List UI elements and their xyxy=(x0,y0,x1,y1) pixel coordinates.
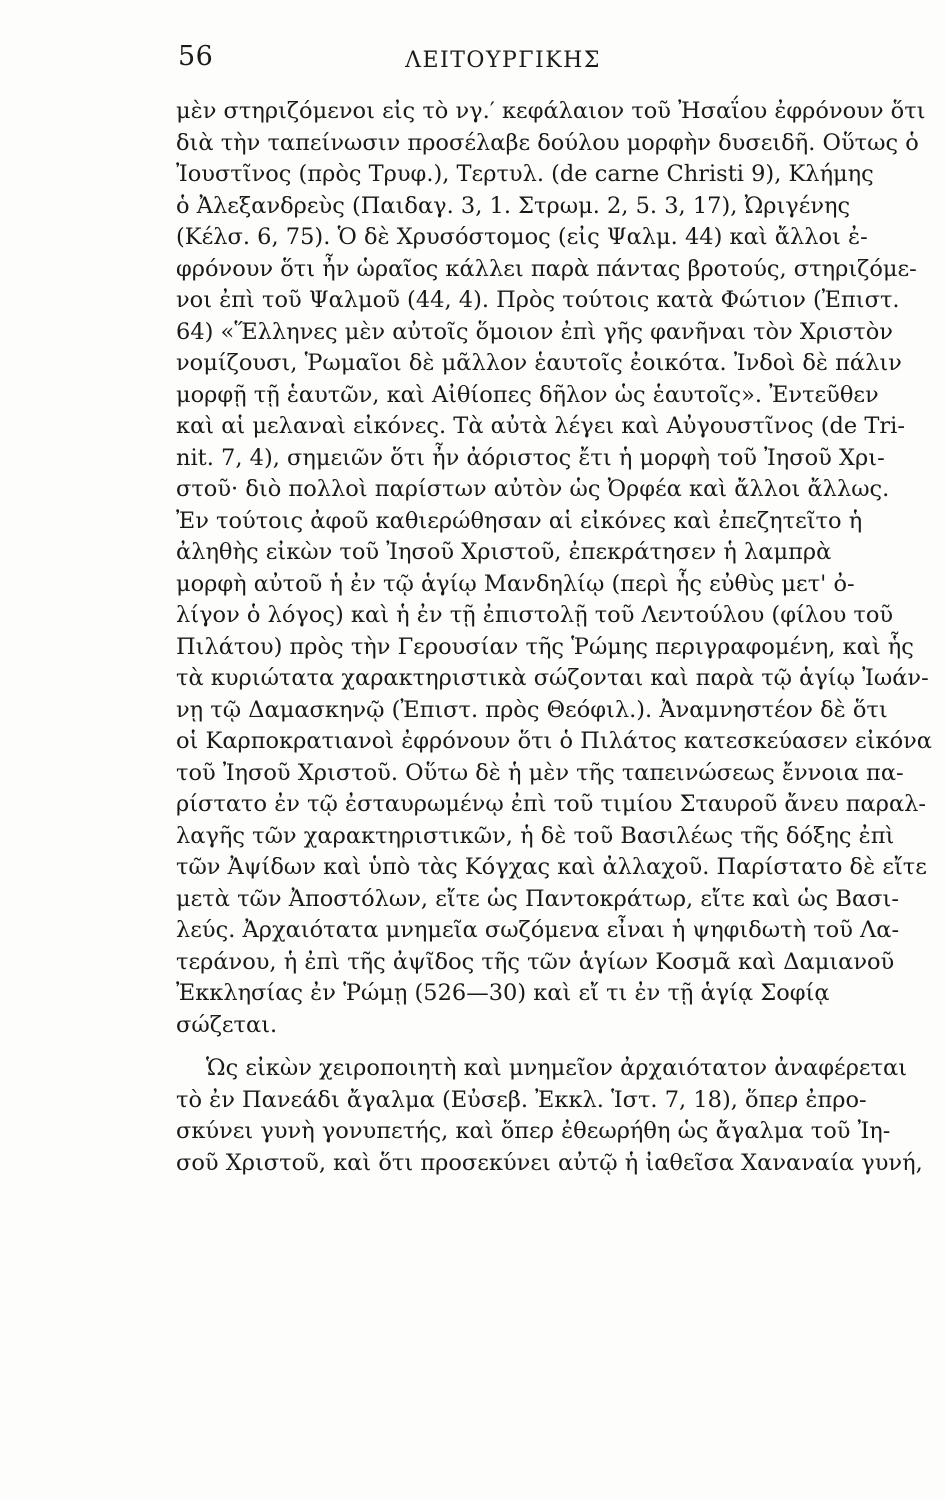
text-line: τοῦ Ἰησοῦ Χριστοῦ. Οὕτω δὲ ἡ μὲν τῆς ταπεινώσεως ἔννοια πα- xyxy=(176,759,904,786)
page-header xyxy=(178,40,828,80)
text-line: μορφῇ τῇ ἑαυτῶν, καὶ Αἰθίοπες δῆλον ὡς ἑαυτοῖς». Ἐντεῦθεν xyxy=(176,381,879,408)
text-line: λεύς. Ἀρχαιότατα μνημεῖα σωζόμενα εἶναι ἡ ψηφιδωτὴ τοῦ Λα- xyxy=(176,917,900,943)
text-line: νῃ τῷ Δαμασκηνῷ (Ἐπιστ. πρὸς Θεόφιλ.). Ἀναμνηστέον δὲ ὅτι xyxy=(176,696,888,723)
text-line: Ἐν τούτοις ἀφοῦ καθιερώθησαν αἱ εἰκόνες καὶ ἐπεζητεῖτο ἡ xyxy=(176,507,863,534)
text-line: τεράνου, ἡ ἐπὶ τῆς ἀψῖδος τῆς τῶν ἁγίων Κοσμᾶ καὶ Δαμιανοῦ xyxy=(176,948,895,975)
text-line: λίγον ὁ λόγος) καὶ ἡ ἐν τῇ ἐπιστολῇ τοῦ Λεντούλου (φίλου τοῦ xyxy=(176,602,894,628)
text-line: Ὡς εἰκὼν χειροποιητὴ καὶ μνημεῖον ἀρχαιότατον ἀναφέρεται xyxy=(206,1055,908,1081)
text-line: nit. 7, 4), σημειῶν ὅτι ἦν ἀόριστος ἔτι ἡ μορφὴ τοῦ Ἰησοῦ Χρι- xyxy=(176,444,885,471)
text-line: τὰ κυριώτατα χαρακτηριστικὰ σώζονται καὶ παρὰ τῷ ἁγίῳ Ἰωάν- xyxy=(176,665,929,691)
running-title: ΛΕΙΤΟΥΡΓΙΚΗΣ xyxy=(405,48,601,73)
text-line: Πιλάτου) πρὸς τὴν Γερουσίαν τῆς Ῥώμης περιγραφομένη, καὶ ἧς xyxy=(176,633,914,660)
text-line: 64) «Ἕλληνες μὲν αὐτοῖς ὅμοιον ἐπὶ γῆς φανῆναι τὸν Χριστὸν xyxy=(176,318,893,345)
text-line: σώζεται. xyxy=(176,1011,278,1038)
paragraph-gap xyxy=(176,1041,826,1053)
text-line: στοῦ· διὸ πολλοὶ παρίστων αὐτὸν ὡς Ὀρφέα καὶ ἄλλοι ἄλλως. xyxy=(176,476,890,502)
paragraph-2 xyxy=(176,1053,923,1179)
text-line: νομίζουσι, Ῥωμαῖοι δὲ μᾶλλον ἑαυτοῖς ἐοικότα. Ἰνδοὶ δὲ πάλιν xyxy=(176,350,902,376)
text-line: (Κέλσ. 6, 75). Ὁ δὲ Χρυσόστομος (εἰς Ψαλμ. 44) καὶ ἄλλοι ἐ- xyxy=(176,224,868,250)
text-line: ρίστατο ἐν τῷ ἐσταυρωμένῳ ἐπὶ τοῦ τιμίου Σταυροῦ ἄνευ παραλ- xyxy=(176,791,927,817)
page-number: 56 xyxy=(178,41,214,72)
text-line: μετὰ τῶν Ἀποστόλων, εἴτε ὡς Παντοκράτωρ, εἴτε καὶ ὡς Βασι- xyxy=(176,885,899,912)
text-line: τῶν Ἀψίδων καὶ ὑπὸ τὰς Κόγχας καὶ ἀλλαχοῦ. Παρίστατο δὲ εἴτε xyxy=(176,854,927,880)
text-line: διὰ τὴν ταπείνωσιν προσέλαβε δούλου μορφὴν δυσειδῆ. Οὕτως ὁ xyxy=(176,129,919,156)
text-line: σκύνει γυνὴ γονυπετής, καὶ ὅπερ ἐθεωρήθη ὡς ἄγαλμα τοῦ Ἰη- xyxy=(176,1118,891,1144)
text-line: Ἰουστῖνος (πρὸς Τρυφ.), Τερτυλ. (de carne Christi 9), Κλήμης xyxy=(176,161,874,187)
paragraph-1 xyxy=(176,96,932,1041)
body-text xyxy=(176,96,932,1179)
text-line: τὸ ἐν Πανεάδι ἄγαλμα (Εὐσεβ. Ἐκκλ. Ἱστ. 7, 18), ὅπερ ἐπρο- xyxy=(176,1086,867,1113)
text-line: σοῦ Χριστοῦ, καὶ ὅτι προσεκύνει αὐτῷ ἡ ἰαθεῖσα Χαναναία γυνή, xyxy=(176,1149,923,1176)
text-line: φρόνουν ὅτι ἦν ὡραῖος κάλλει παρὰ πάντας βροτούς, στηριζόμε- xyxy=(176,255,917,282)
text-line: νοι ἐπὶ τοῦ Ψαλμοῦ (44, 4). Πρὸς τούτοις κατὰ Φώτιον (Ἐπιστ. xyxy=(176,287,900,313)
text-line: Ἐκκλησίας ἐν Ῥώμῃ (526—30) καὶ εἴ τι ἐν τῇ ἁγίᾳ Σοφίᾳ xyxy=(176,980,830,1006)
text-line: λαγῆς τῶν χαρακτηριστικῶν, ἡ δὲ τοῦ Βασιλέως τῆς δόξης ἐπὶ xyxy=(176,822,895,849)
text-line: ἀληθὴς εἰκὼν τοῦ Ἰησοῦ Χριστοῦ, ἐπεκράτησεν ἡ λαμπρὰ xyxy=(176,539,832,565)
text-line: μὲν στηριζόμενοι εἰς τὸ νγ.′ κεφάλαιον τοῦ Ἠσαΐου ἐφρόνουν ὅτι xyxy=(176,98,926,124)
text-line: καὶ αἱ μελαναὶ εἰκόνες. Τὰ αὐτὰ λέγει καὶ Αὐγουστῖνος (de Tri- xyxy=(176,413,905,439)
text-line: ὁ Ἀλεξανδρεὺς (Παιδαγ. 3, 1. Στρωμ. 2, 5. 3, 17), Ὠριγένης xyxy=(176,192,851,219)
text-line: οἱ Καρποκρατιανοὶ ἐφρόνουν ὅτι ὁ Πιλάτος κατεσκεύασεν εἰκόνα xyxy=(176,728,932,754)
text-line: μορφὴ αὐτοῦ ἡ ἐν τῷ ἁγίῳ Μανδηλίῳ (περὶ ἧς εὐθὺς μετ' ὀ- xyxy=(176,570,855,597)
